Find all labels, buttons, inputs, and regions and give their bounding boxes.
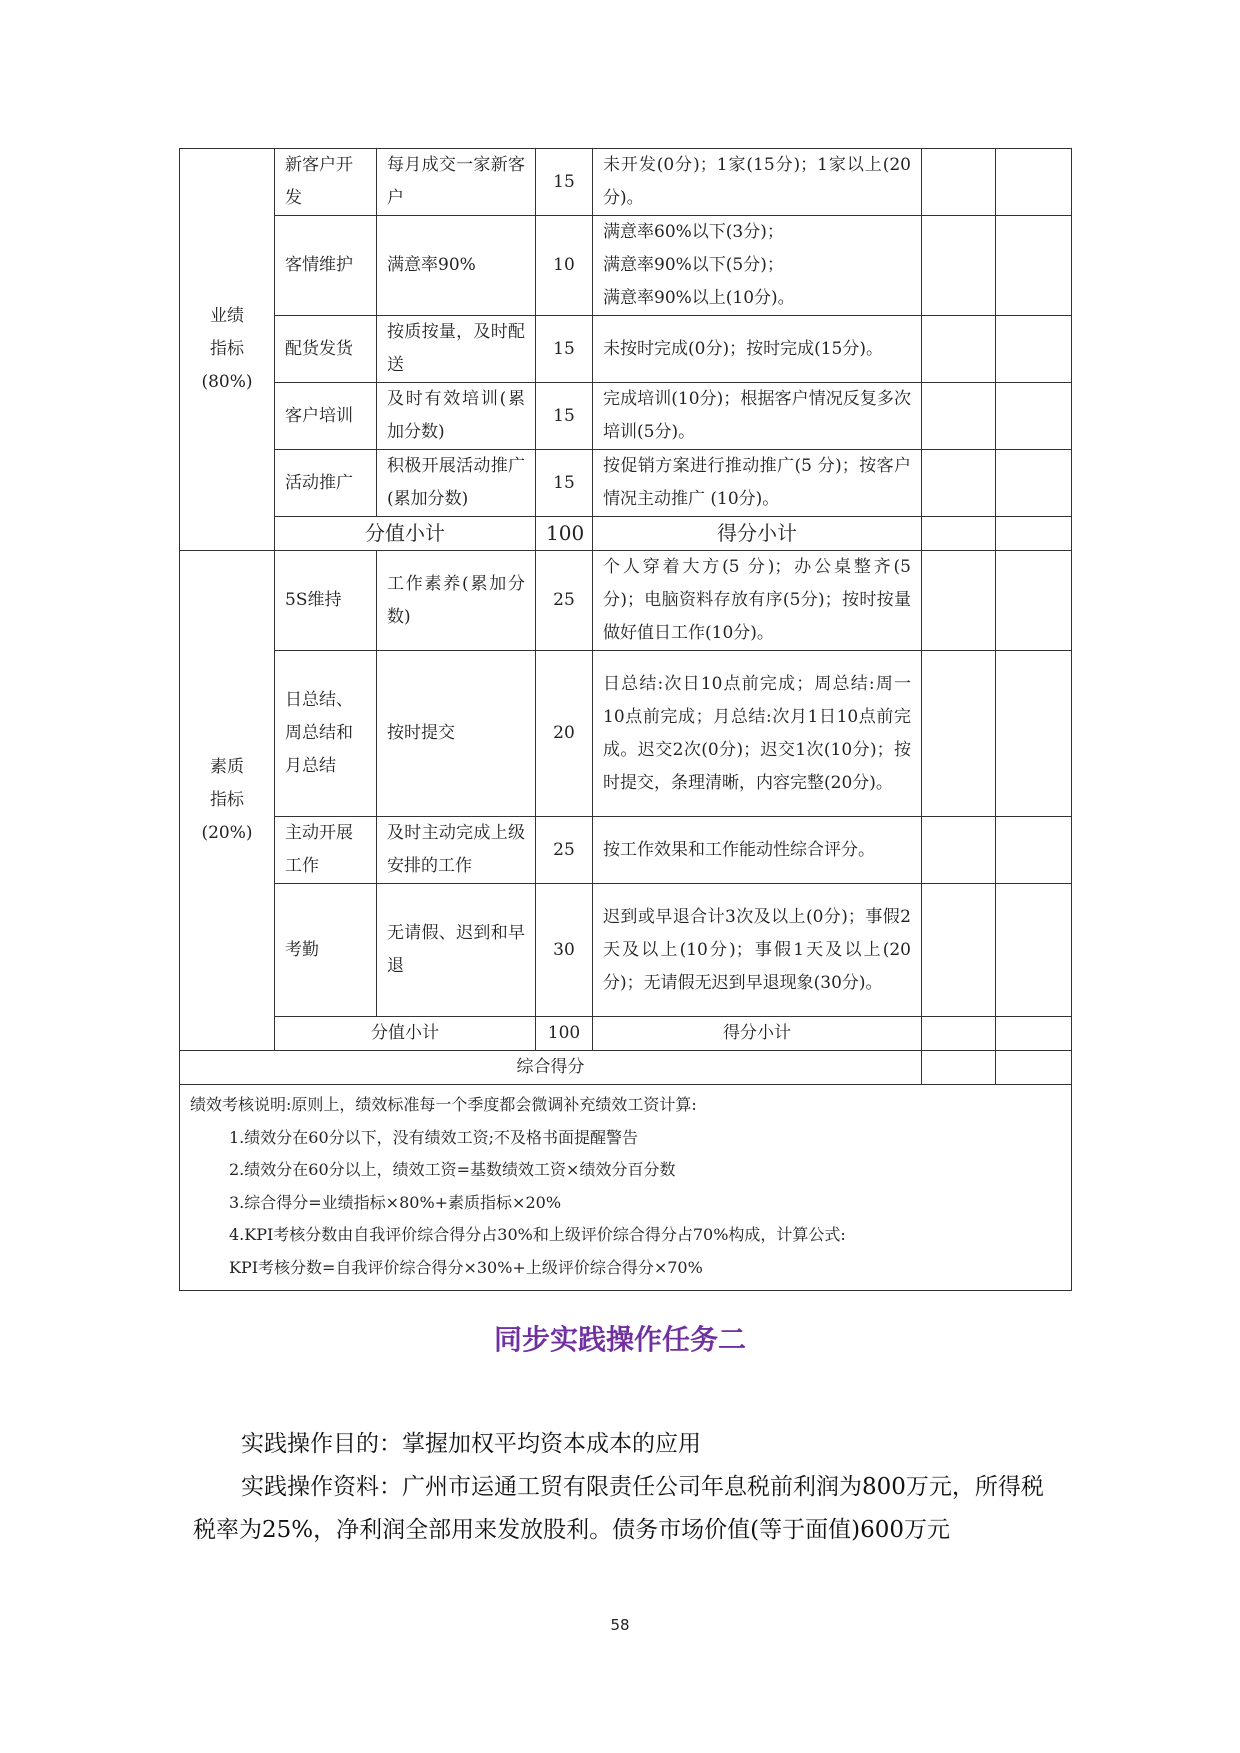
item-cell: 日总结、周总结和月总结 xyxy=(275,651,377,817)
table-row xyxy=(180,817,1072,884)
self-score-cell xyxy=(922,1017,996,1051)
subtotal-row xyxy=(180,1017,1072,1051)
supervisor-score-cell xyxy=(996,817,1072,884)
subtotal-row xyxy=(180,517,1072,551)
criteria-cell: 迟到或早退合计3次及以上(0分)；事假2天及以上(10分)；事假1天及以上(20 分)；无请假无迟到早退现象(30分)。 xyxy=(593,884,922,1017)
supervisor-score-cell xyxy=(996,517,1072,551)
paragraph: 实践操作资料：广州市运通工贸有限责任公司年息税前利润为800万元，所得税税率为25%，净利润全部用来发放股利。债务市场价值(等于面值)600万元 xyxy=(193,1474,1044,1543)
score-cell: 15 xyxy=(536,149,593,216)
criteria-cell: 按促销方案进行推动推广(5 分)；按客户情况主动推广 (10分)。 xyxy=(593,450,922,517)
table-row xyxy=(180,216,1072,316)
item-cell: 5S维持 xyxy=(275,551,377,651)
paragraph: 实践操作目的：掌握加权平均资本成本的应用 xyxy=(241,1431,701,1457)
self-score-cell xyxy=(922,216,996,316)
supervisor-score-cell xyxy=(996,651,1072,817)
requirement-cell: 及时有效培训(累加分数) xyxy=(377,383,536,450)
category-performance: 业绩 指标 (80%) xyxy=(180,149,275,551)
table-row xyxy=(180,551,1072,651)
table-row xyxy=(180,651,1072,817)
note-line: 3.综合得分=业绩指标×80%+素质指标×20% xyxy=(229,1192,562,1212)
item-cell: 配货发货 xyxy=(275,316,377,383)
score-cell: 30 xyxy=(536,884,593,1017)
notes-row xyxy=(180,1085,1072,1291)
section-title: 同步实践操作任务二 xyxy=(493,1323,746,1356)
supervisor-score-cell xyxy=(996,216,1072,316)
self-score-cell xyxy=(922,1051,996,1085)
requirement-cell: 每月成交一家新客户 xyxy=(377,149,536,216)
requirement-cell: 按时提交 xyxy=(377,651,536,817)
item-cell: 客情维护 xyxy=(275,216,377,316)
note-line: 绩效考核说明:原则上，绩效标准每一个季度都会微调补充绩效工资计算: xyxy=(190,1095,697,1114)
self-score-cell xyxy=(922,517,996,551)
total-score-label: 综合得分 xyxy=(180,1051,922,1085)
total-row xyxy=(180,1051,1072,1085)
requirement-cell: 积极开展活动推广(累加分数) xyxy=(377,450,536,517)
supervisor-score-cell xyxy=(996,383,1072,450)
supervisor-score-cell xyxy=(996,316,1072,383)
criteria-cell: 满意率60%以下(3分)； 满意率90%以下(5分)； 满意率90%以上(10分)。 xyxy=(593,216,922,316)
score-cell: 20 xyxy=(536,651,593,817)
item-cell: 活动推广 xyxy=(275,450,377,517)
self-score-cell xyxy=(922,817,996,884)
score-cell: 25 xyxy=(536,817,593,884)
score-cell: 15 xyxy=(536,316,593,383)
score-subtotal-label: 得分小计 xyxy=(593,517,922,551)
score-cell: 15 xyxy=(536,383,593,450)
self-score-cell xyxy=(922,884,996,1017)
criteria-cell: 日总结:次日10点前完成；周总结:周一10点前完成；月总结:次月1日10点前完成。迟交2次(0分)；迟交1次(10分)；按时提交，条理清晰，内容完整(20分)。 xyxy=(593,651,922,817)
note-line: 4.KPI考核分数由自我评价综合得分占30%和上级评价综合得分占70%构成，计算公式: xyxy=(229,1225,846,1244)
supervisor-score-cell xyxy=(996,149,1072,216)
note-line: 2.绩效分在60分以上，绩效工资=基数绩效工资×绩效分百分数 xyxy=(229,1160,676,1179)
criteria-cell: 个人穿着大方(5 分)；办公桌整齐(5分)；电脑资料存放有序(5分)；按时按量做好值日工作(10分)。 xyxy=(593,551,922,651)
score-cell: 15 xyxy=(536,450,593,517)
subtotal-value: 100 xyxy=(536,517,593,551)
item-cell: 新客户开发 xyxy=(275,149,377,216)
score-subtotal-label: 得分小计 xyxy=(593,1017,922,1051)
self-score-cell xyxy=(922,551,996,651)
criteria-cell: 未开发(0分)；1家(15分)；1家以上(20分)。 xyxy=(593,149,922,216)
page-number: 58 xyxy=(610,1616,630,1634)
body-text xyxy=(193,1423,1063,1552)
criteria-cell: 按工作效果和工作能动性综合评分。 xyxy=(593,817,922,884)
criteria-cell: 完成培训(10分)；根据客户情况反复多次培训(5分)。 xyxy=(593,383,922,450)
supervisor-score-cell xyxy=(996,1017,1072,1051)
self-score-cell xyxy=(922,383,996,450)
self-score-cell xyxy=(922,651,996,817)
item-cell: 考勤 xyxy=(275,884,377,1017)
score-cell: 10 xyxy=(536,216,593,316)
assessment-notes xyxy=(180,1085,1072,1291)
supervisor-score-cell xyxy=(996,551,1072,651)
subtotal-value: 100 xyxy=(536,1017,593,1051)
table-row xyxy=(180,149,1072,216)
requirement-cell: 无请假、迟到和早退 xyxy=(377,884,536,1017)
supervisor-score-cell xyxy=(996,450,1072,517)
requirement-cell: 满意率90% xyxy=(377,216,536,316)
category-quality: 素质 指标 (20%) xyxy=(180,551,275,1051)
score-cell: 25 xyxy=(536,551,593,651)
table-row xyxy=(180,450,1072,517)
requirement-cell: 按质按量，及时配送 xyxy=(377,316,536,383)
self-score-cell xyxy=(922,149,996,216)
requirement-cell: 及时主动完成上级安排的工作 xyxy=(377,817,536,884)
self-score-cell xyxy=(922,450,996,517)
requirement-cell: 工作素养(累加分数) xyxy=(377,551,536,651)
table-row xyxy=(180,383,1072,450)
item-cell: 主动开展工作 xyxy=(275,817,377,884)
kpi-assessment-table xyxy=(179,148,1072,1291)
supervisor-score-cell xyxy=(996,1051,1072,1085)
subtotal-label: 分值小计 xyxy=(275,1017,536,1051)
table-row xyxy=(180,884,1072,1017)
table-row xyxy=(180,316,1072,383)
subtotal-label: 分值小计 xyxy=(275,517,536,551)
note-line: KPI考核分数=自我评价综合得分×30%+上级评价综合得分×70% xyxy=(229,1257,703,1277)
criteria-cell: 未按时完成(0分)；按时完成(15分)。 xyxy=(593,316,922,383)
self-score-cell xyxy=(922,316,996,383)
item-cell: 客户培训 xyxy=(275,383,377,450)
supervisor-score-cell xyxy=(996,884,1072,1017)
note-line: 1.绩效分在60分以下，没有绩效工资;不及格书面提醒警告 xyxy=(229,1127,639,1147)
